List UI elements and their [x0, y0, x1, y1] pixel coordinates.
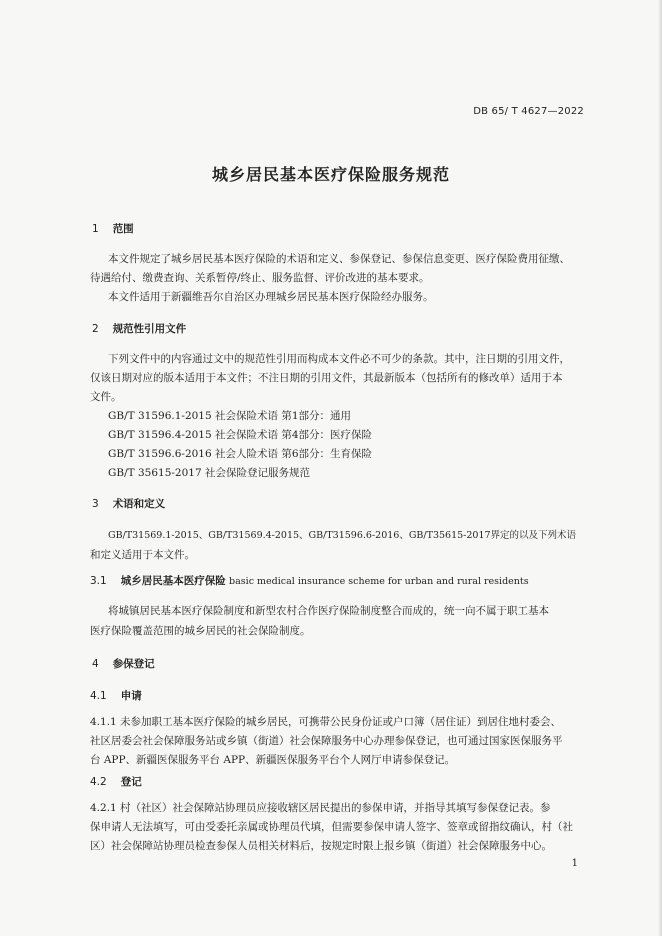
section-2-text-line: 仅该日期对应的版本适用于本文件；不注日期的引用文件，其最新版本（包括所有的修改单）适用于本	[90, 372, 563, 384]
subsection-3-1-text-line: 医疗保险覆盖范围的城乡居民的社会保险制度。	[90, 625, 311, 637]
section-1-text-line: 待遇给付、缴费查询、关系暂停/终止、服务监督、评价改进的基本要求。	[90, 272, 430, 284]
reference-item: GB/T 31596.1-2015 社会保险术语 第1部分：通用	[108, 410, 352, 422]
section-2-text-line: 下列文件中的内容通过文中的规范性引用而构成本文件必不可少的条款。其中，注日期的引用文件，	[108, 353, 570, 365]
section-2-text-line: 文件。	[90, 391, 122, 403]
section-1-heading: 1 范围	[92, 223, 134, 235]
section-3-text-line: GB/T31569.1-2015、GB/T31569.4-2015、GB/T31596.6-2016、GB/T35615-2017界定的以及下列术语	[108, 530, 577, 541]
subsection-4-2-heading: 4.2 登记	[90, 776, 142, 788]
subsection-3-1-text-line: 将城镇居民基本医疗保险制度和新型农村合作医疗保险制度整合而成的，统一向不属于职工基本	[108, 605, 549, 617]
subsection-4-2-text-line: 区）社会保障站协理员检查参保人员相关材料后，按规定时限上报乡镇（街道）社会保障服务中心。	[90, 840, 552, 852]
reference-item: GB/T 31596.6-2016 社会人险术语 第6部分：生育保险	[108, 448, 373, 460]
subsection-4-1-text-line: 4.1.1 未参加职工基本医疗保险的城乡居民，可携带公民身份证或户口簿（居住证）到居住地村委会、	[90, 716, 562, 728]
page-number: 1	[571, 858, 578, 869]
doc-title: 城乡居民基本医疗保险服务规范	[211, 165, 450, 184]
subsection-4-1-text-line: 台 APP、新疆医保服务平台 APP、新疆医保服务平台个人网厅申请参保登记。	[90, 754, 456, 766]
subsection-4-2-text-line: 4.2.1 村（社区）社会保障站协理员应接收辖区居民提出的参保申请，并指导其填写参保登记表。参	[90, 802, 551, 814]
doc-code: DB 65/ T 4627—2022	[473, 106, 584, 117]
section-1-text-line: 本文件适用于新疆维吾尔自治区办理城乡居民基本医疗保险经办服务。	[108, 291, 434, 303]
subsection-4-1-text-line: 社区居委会社会保障服务站或乡镇（街道）社会保障服务中心办理参保登记，也可通过国家医保服务平	[90, 735, 563, 747]
section-1-text-line: 本文件规定了城乡居民基本医疗保险的术语和定义、参保登记、参保信息变更、医疗保险费用征缴、	[108, 253, 570, 265]
subsection-4-2-text-line: 保申请人无法填写，可由受委托亲属或协理员代填，但需要参保申请人签字、签章或留指纹确认，村（社	[90, 821, 573, 833]
english-term: basic medical insurance scheme for urban and rural residents	[229, 576, 529, 587]
section-3-heading: 3 术语和定义	[92, 498, 166, 510]
scan-edge	[658, 0, 662, 936]
reference-item: GB/T 35615-2017 社会保险登记服务规范	[108, 467, 310, 479]
section-3-text-line: 和定义适用于本文件。	[90, 549, 195, 561]
subsection-4-1-heading: 4.1 申请	[90, 690, 142, 702]
section-4-heading: 4 参保登记	[92, 658, 155, 670]
subsection-3-1-heading: 3.1 城乡居民基本医疗保险 basic medical insurance scheme for urban and rural residents	[90, 575, 529, 587]
reference-item: GB/T 31596.4-2015 社会保险术语 第4部分：医疗保险	[108, 429, 373, 441]
section-2-heading: 2 规范性引用文件	[92, 323, 187, 335]
